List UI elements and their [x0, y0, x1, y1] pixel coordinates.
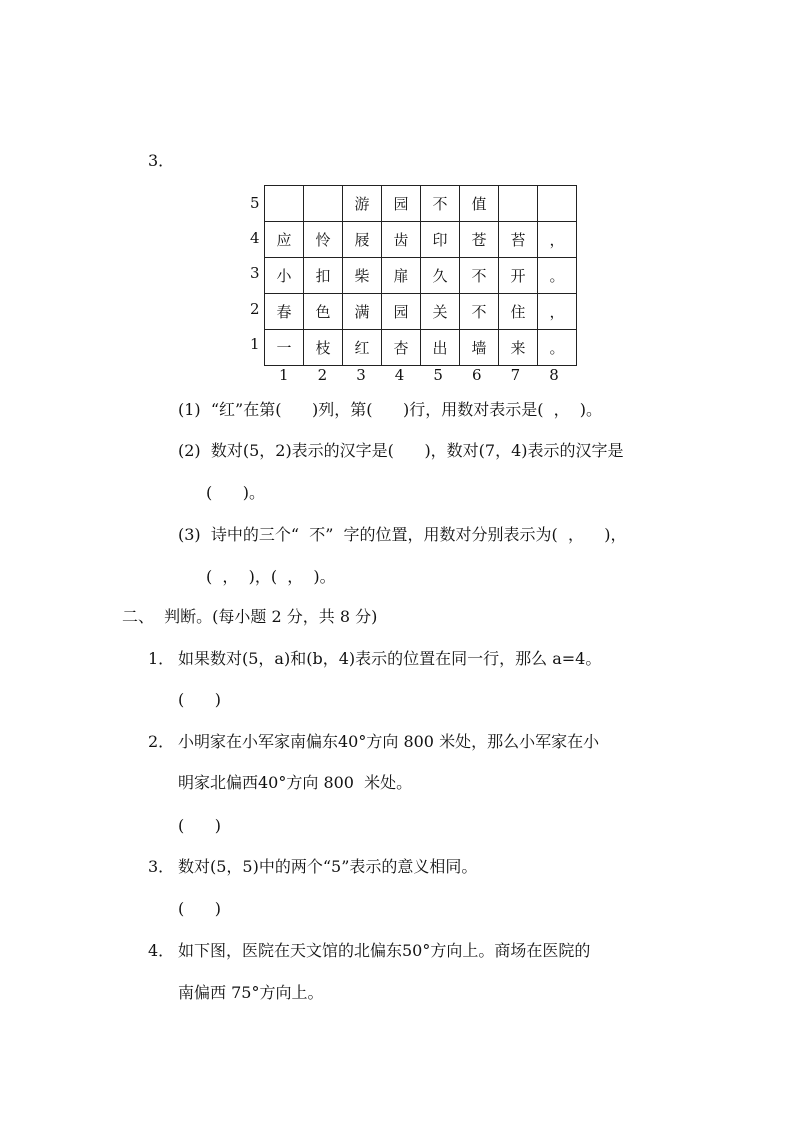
- grid-row: [265, 330, 577, 366]
- question-3-3-line1: (3) 诗中的三个“ 不” 字的位置，用数对分别表示为( ， )，: [178, 525, 627, 544]
- grid-cell: 园: [382, 186, 421, 222]
- grid-cell: 。: [538, 258, 577, 294]
- grid-row: [265, 258, 577, 294]
- question-3-1: (1) “红”在第( )列，第( )行，用数对表示是( ， )。: [178, 400, 603, 419]
- grid-cell: 应: [265, 222, 304, 258]
- grid-cell: 开: [499, 258, 538, 294]
- grid-cell: 园: [382, 294, 421, 330]
- grid-cell: [499, 186, 538, 222]
- grid-cell: 色: [304, 294, 343, 330]
- grid-cell: 枝: [304, 330, 343, 366]
- judge-item-1-text: 如果数对(5，a)和(b，4)表示的位置在同一行，那么 a=4。: [178, 649, 602, 668]
- grid-col-label: 6: [472, 366, 482, 384]
- grid-cell: 小: [265, 258, 304, 294]
- section-2-heading: 二、 判断。(每小题 2 分，共 8 分): [122, 607, 378, 626]
- question-3-2-line2: ( )。: [206, 483, 266, 502]
- grid-cell: [304, 186, 343, 222]
- grid-row: [265, 222, 577, 258]
- judge-item-2-text-line1: 小明家在小军家南偏东40°方向 800 米处，那么小军家在小: [178, 732, 600, 751]
- grid-col-label: 2: [317, 366, 328, 384]
- grid-cell: 满: [343, 294, 382, 330]
- judge-item-4-text-line1: 如下图，医院在天文馆的北偏东50°方向上。商场在医院的: [178, 941, 591, 960]
- grid-cell: 齿: [382, 222, 421, 258]
- grid-cell: 不: [460, 258, 499, 294]
- judge-item-3-answer: ( ): [178, 899, 221, 918]
- grid-cell: 关: [421, 294, 460, 330]
- judge-item-1-number: 1．: [148, 649, 175, 668]
- judge-item-3-number: 3．: [148, 857, 175, 876]
- grid-cell: 久: [421, 258, 460, 294]
- grid-cell: 印: [421, 222, 460, 258]
- grid-row-label: 5: [250, 194, 260, 212]
- grid-cell: 出: [421, 330, 460, 366]
- judge-item-2-answer: ( ): [178, 816, 221, 835]
- judge-item-3-text: 数对(5，5)中的两个“5”表示的意义相同。: [178, 857, 478, 876]
- grid-cell: 扉: [382, 258, 421, 294]
- grid-cell: 一: [265, 330, 304, 366]
- grid-cell: [538, 186, 577, 222]
- grid-cell: 苍: [460, 222, 499, 258]
- grid-cell: 。: [538, 330, 577, 366]
- judge-item-2-text-line2: 明家北偏西40°方向 800 米处。: [178, 773, 413, 792]
- grid-cell: 柴: [343, 258, 382, 294]
- grid-row-label: 1: [250, 334, 260, 353]
- grid-row: [265, 186, 577, 222]
- grid-cell: 来: [499, 330, 538, 366]
- grid-col-label: 3: [356, 366, 366, 384]
- grid-cell: 春: [265, 294, 304, 330]
- grid-cell: 值: [460, 186, 499, 222]
- grid-row-label: 4: [250, 229, 260, 248]
- grid-cell: 怜: [304, 222, 343, 258]
- question-3-2-line1: (2) 数对(5，2)表示的汉字是( )，数对(7，4)表示的汉字是: [178, 441, 624, 460]
- poem-grid: [264, 185, 577, 366]
- problem-3-number: 3．: [148, 151, 175, 170]
- grid-col-label: 4: [394, 366, 405, 384]
- grid-row-label: 3: [250, 264, 260, 283]
- judge-item-4-number: 4．: [148, 941, 175, 960]
- grid-cell: 不: [421, 186, 460, 222]
- grid-cell: 住: [499, 294, 538, 330]
- grid-col-label: 7: [510, 366, 521, 384]
- grid-row: [265, 294, 577, 330]
- grid-col-label: 5: [433, 366, 443, 384]
- judge-item-4-text-line2: 南偏西 75°方向上。: [178, 983, 324, 1002]
- grid-cell: 不: [460, 294, 499, 330]
- grid-cell: 墙: [460, 330, 499, 366]
- question-3-3-line2: ( ， )，( ， )。: [206, 567, 336, 586]
- grid-cell: 屐: [343, 222, 382, 258]
- grid-cell: 苔: [499, 222, 538, 258]
- grid-row-label: 2: [250, 299, 260, 318]
- grid-cell: 扣: [304, 258, 343, 294]
- grid-cell: 红: [343, 330, 382, 366]
- grid-cell: [265, 186, 304, 222]
- grid-col-label: 8: [549, 366, 559, 384]
- grid-cell: ，: [538, 222, 577, 258]
- grid-cell: 杏: [382, 330, 421, 366]
- judge-item-2-number: 2．: [148, 732, 175, 751]
- grid-col-label: 1: [279, 366, 289, 384]
- judge-item-1-answer: ( ): [178, 690, 221, 709]
- grid-cell: 游: [343, 186, 382, 222]
- grid-cell: ，: [538, 294, 577, 330]
